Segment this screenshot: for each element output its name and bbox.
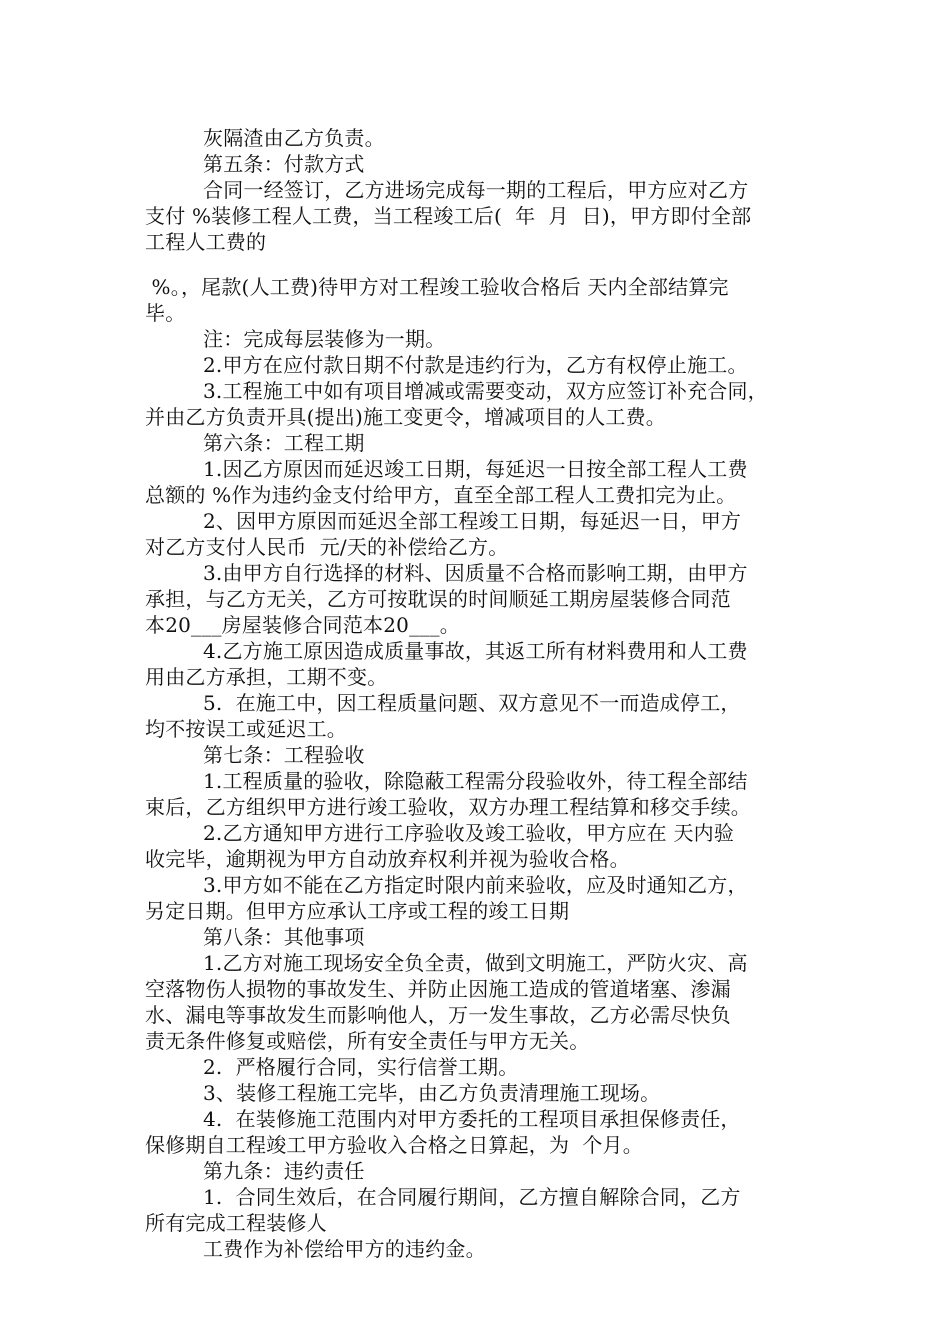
text-line: 另定日期。但甲方应承认工序或工程的竣工日期 — [145, 899, 570, 923]
text-line: 3.由甲方自行选择的材料、因质量不合格而影响工期，由甲方 — [203, 561, 748, 585]
text-line: 4. 在装修施工范围内对甲方委托的工程项目承担保修责任， — [203, 1107, 741, 1131]
section-heading: 第七条：工程验收 — [203, 743, 365, 767]
section-heading: 第八条：其他事项 — [203, 925, 365, 949]
text-line: 注：完成每层装修为一期。 — [203, 327, 446, 351]
text-line: 工程人工费的 — [145, 230, 267, 254]
text-line: 责无条件修复或赔偿，所有安全责任与甲方无关。 — [145, 1029, 590, 1053]
text-line: 1. 合同生效后，在合同履行期间，乙方擅自解除合同，乙方 — [203, 1185, 741, 1209]
text-line: 均不按误工或延迟工。 — [145, 717, 347, 741]
text-line: 1.乙方对施工现场安全负全责，做到文明施工，严防火灾、高 — [203, 951, 748, 975]
text-line: 收完毕，逾期视为甲方自动放弃权利并视为验收合格。 — [145, 847, 630, 871]
text-line: 保修期自工程竣工甲方验收入合格之日算起，为 个月。 — [145, 1133, 643, 1157]
text-line: 5. 在施工中，因工程质量问题、双方意见不一而造成停工， — [203, 691, 741, 715]
text-line: 并由乙方负责开具(提出)施工变更令，增减项目的人工费。 — [145, 405, 667, 429]
text-line: 工费作为补偿给甲方的违约金。 — [203, 1237, 486, 1261]
text-line: 对乙方支付人民币 元/天的补偿给乙方。 — [145, 535, 509, 559]
text-line: 3、装修工程施工完毕，由乙方负责清理施工现场。 — [203, 1081, 661, 1105]
text-line: 2.甲方在应付款日期不付款是违约行为，乙方有权停止施工。 — [203, 353, 748, 377]
text-line: %。，尾款(人工费)待甲方对工程竣工验收合格后 天内全部结算完 — [145, 275, 729, 299]
text-line: 水、漏电等事故发生而影响他人，万一发生事故，乙方必需尽快负 — [145, 1003, 731, 1027]
text-line: 空落物伤人损物的事故发生、并防止因施工造成的管道堵塞、渗漏 — [145, 977, 731, 1001]
text-line: 2.乙方通知甲方进行工序验收及竣工验收，甲方应在 天内验 — [203, 821, 735, 845]
text-line: 束后，乙方组织甲方进行竣工验收，双方办理工程结算和移交手续。 — [145, 795, 751, 819]
text-line: 灰隔渣由乙方负责。 — [203, 126, 385, 150]
text-line: 4.乙方施工原因造成质量事故，其返工所有材料费用和人工费 — [203, 639, 748, 663]
text-line: 2. 严格履行合同，实行信誉工期。 — [203, 1055, 519, 1079]
text-line: 合同一经签订，乙方进场完成每一期的工程后，甲方应对乙方 — [203, 178, 749, 202]
text-line: 3.甲方如不能在乙方指定时限内前来验收，应及时通知乙方， — [203, 873, 748, 897]
text-line: 支付 %装修工程人工费，当工程竣工后( 年 月 日)，甲方即付全部 — [145, 204, 752, 228]
section-heading: 第六条：工程工期 — [203, 431, 365, 455]
text-line: 1.工程质量的验收，除隐蔽工程需分段验收外，待工程全部结 — [203, 769, 748, 793]
section-heading: 第九条：违约责任 — [203, 1159, 365, 1183]
section-heading: 第五条：付款方式 — [203, 152, 365, 176]
text-line: 承担，与乙方无关，乙方可按耽误的时间顺延工期房屋装修合同范 — [145, 587, 731, 611]
text-line: 毕。 — [145, 301, 186, 325]
text-line: 总额的 %作为违约金支付给甲方，直至全部工程人工费扣完为止。 — [145, 483, 737, 507]
text-line: 1.因乙方原因而延迟竣工日期，每延迟一日按全部工程人工费 — [203, 457, 748, 481]
text-line: 2、因甲方原因而延迟全部工程竣工日期，每延迟一日，甲方 — [203, 509, 742, 533]
text-line: 用由乙方承担，工期不变。 — [145, 665, 388, 689]
text-line: 本20___房屋装修合同范本20___。 — [145, 613, 460, 637]
text-line: 3.工程施工中如有项目增减或需要变动，双方应签订补充合同， — [203, 379, 768, 403]
text-line: 所有完成工程装修人 — [145, 1211, 327, 1235]
